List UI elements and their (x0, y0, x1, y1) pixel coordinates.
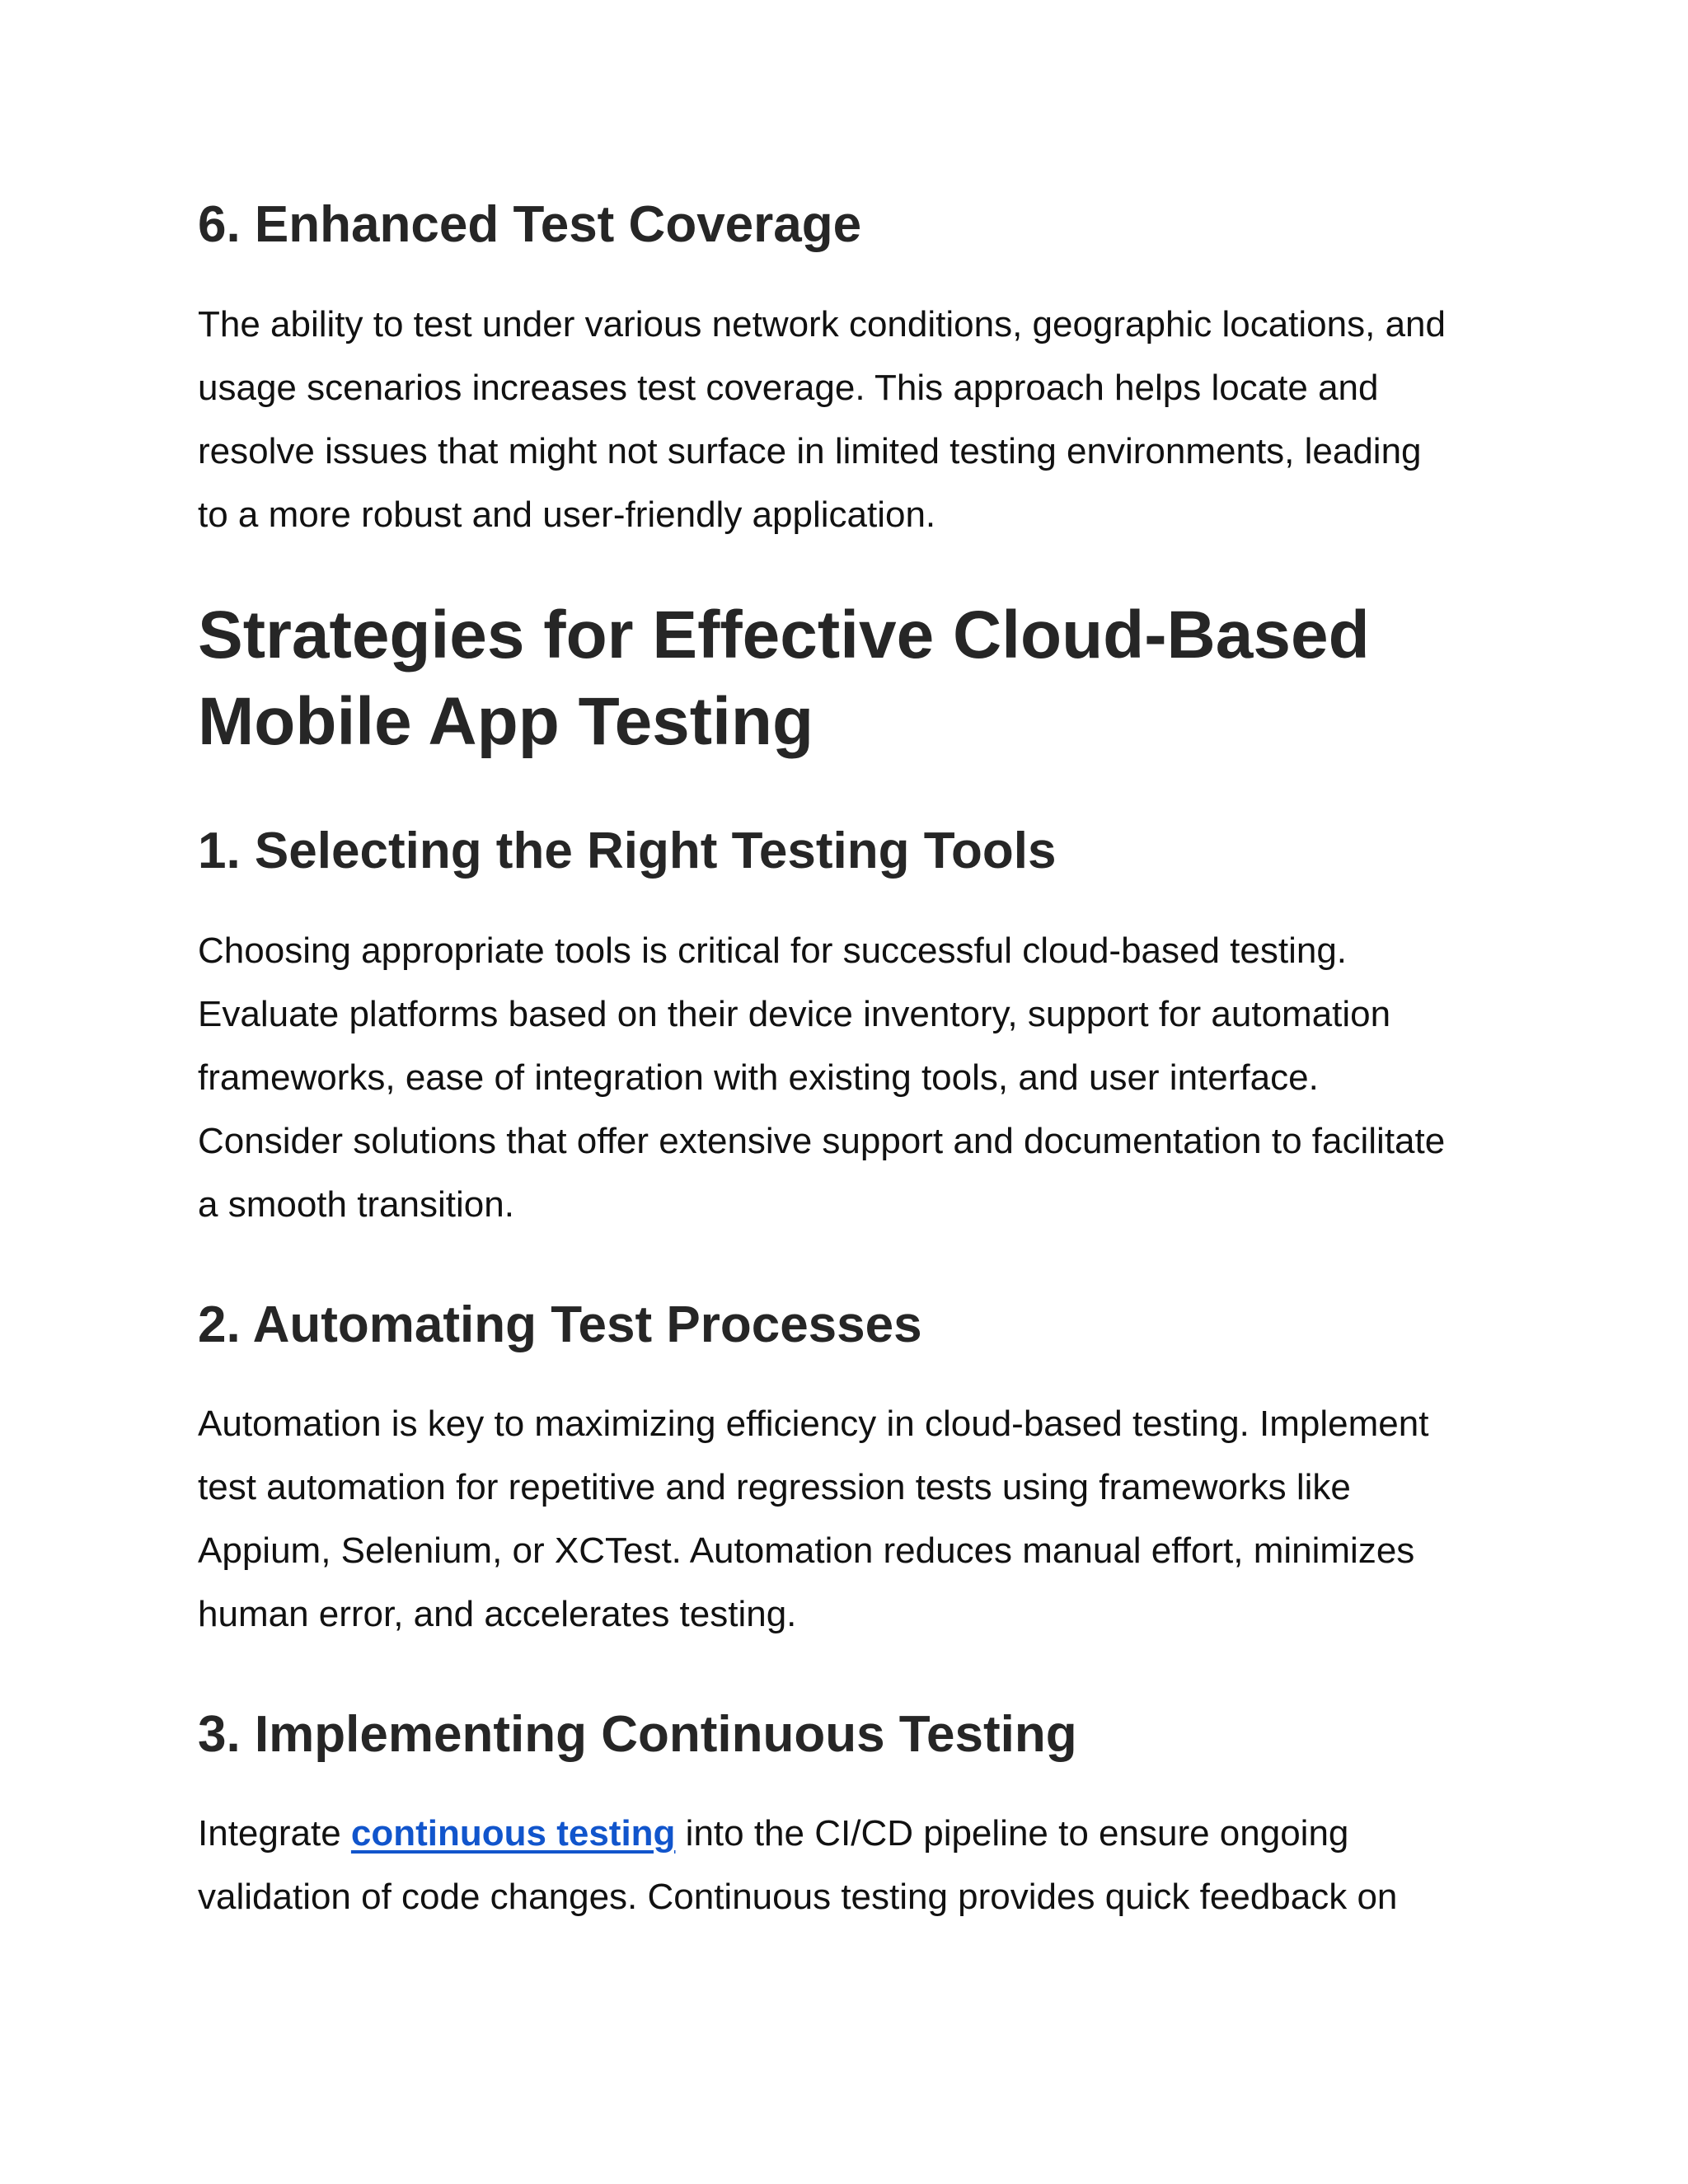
paragraph-line: Choosing appropriate tools is critical for successful cloud-based testing. (198, 930, 1348, 971)
paragraph-line: a smooth transition. (198, 1184, 514, 1225)
paragraph-line: frameworks, ease of integration with existing tools, and user interface. (198, 1057, 1319, 1098)
main-heading-strategies (198, 592, 1370, 765)
paragraph-automating-processes (198, 1392, 1428, 1646)
paragraph-line: Appium, Selenium, or XCTest. Automation reduces manual effort, minimizes (198, 1530, 1415, 1571)
paragraph-line: human error, and accelerates testing. (198, 1594, 797, 1634)
paragraph-text: Integrate (198, 1813, 351, 1854)
paragraph-selecting-tools (198, 919, 1445, 1236)
paragraph-line (198, 1802, 1397, 1865)
paragraph-enhanced-test-coverage (198, 293, 1446, 546)
section-heading-selecting-tools: 1. Selecting the Right Testing Tools (198, 823, 1057, 879)
paragraph-line: Consider solutions that offer extensive support and documentation to facilitate (198, 1121, 1446, 1161)
main-heading-line: Strategies for Effective Cloud-Based (198, 598, 1370, 673)
paragraph-line: test automation for repetitive and regression tests using frameworks like (198, 1467, 1351, 1507)
continuous-testing-link[interactable]: continuous testing (350, 1813, 676, 1854)
paragraph-line: usage scenarios increases test coverage. This approach helps locate and (198, 368, 1379, 408)
paragraph-line: The ability to test under various network conditions, geographic locations, and (198, 304, 1446, 344)
paragraph-line: Evaluate platforms based on their device inventory, support for automation (198, 994, 1391, 1034)
section-heading-automating-processes: 2. Automating Test Processes (198, 1296, 922, 1353)
paragraph-text: into the CI/CD pipeline to ensure ongoing (675, 1813, 1349, 1854)
paragraph-line: to a more robust and user-friendly application. (198, 494, 936, 535)
main-heading-line: Mobile App Testing (198, 684, 814, 759)
paragraph-continuous-testing (198, 1802, 1397, 1929)
paragraph-line: validation of code changes. Continuous testing provides quick feedback on (198, 1877, 1398, 1917)
section-heading-enhanced-test-coverage: 6. Enhanced Test Coverage (198, 196, 862, 253)
section-heading-continuous-testing: 3. Implementing Continuous Testing (198, 1706, 1077, 1763)
paragraph-line: resolve issues that might not surface in limited testing environments, leading (198, 431, 1422, 471)
paragraph-line: Automation is key to maximizing efficiency in cloud-based testing. Implement (198, 1404, 1429, 1444)
